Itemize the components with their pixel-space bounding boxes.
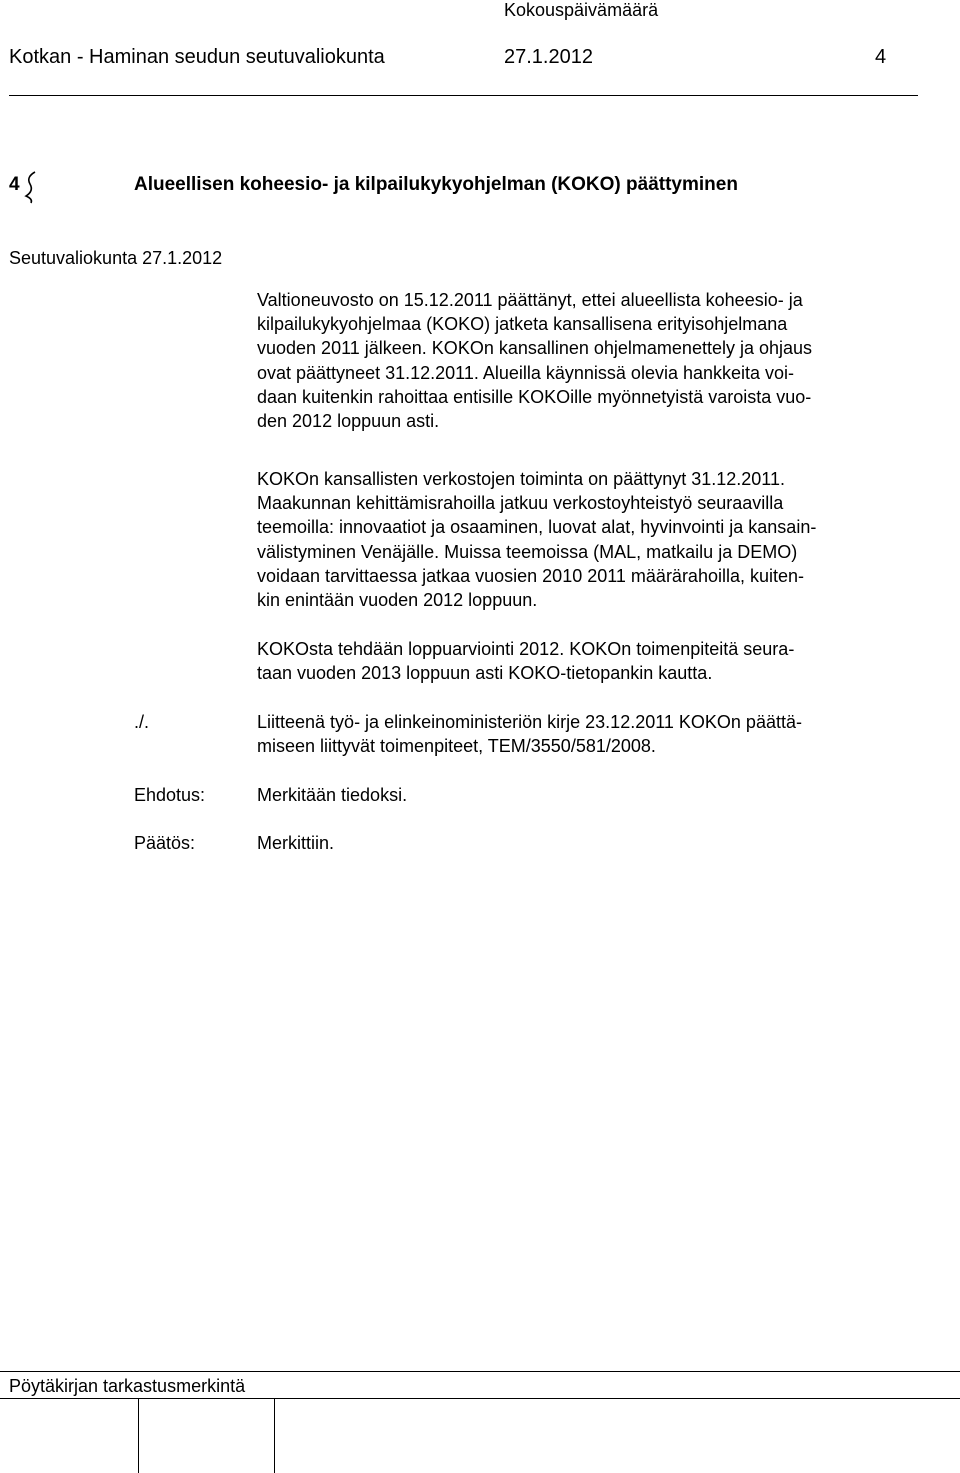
paragraph-line: KOKOsta tehdään loppuarviointi 2012. KOKOn toimenpiteitä seura- <box>257 639 795 659</box>
paragraph-3 <box>257 637 919 685</box>
header-divider <box>9 95 918 96</box>
proposal-label: Ehdotus: <box>134 785 206 805</box>
paragraph-line: välistyminen Venäjälle. Muissa teemoissa (MAL, matkailu ja DEMO) <box>257 541 798 562</box>
attachment-marker: ./. <box>134 712 150 732</box>
paragraph-2 <box>257 467 919 612</box>
decision-text: Merkittiin. <box>257 833 335 853</box>
paragraph-line: vuoden 2011 jälkeen. KOKOn kansallinen ohjelmamenettely ja ohjaus <box>257 338 813 359</box>
footer-top-rule <box>0 1371 960 1372</box>
footer-label: Pöytäkirjan tarkastusmerkintä <box>9 1376 246 1396</box>
paragraph-line: voidaan tarvittaessa jatkaa vuosien 2010 2011 määrärahoilla, kuiten- <box>257 565 805 586</box>
paragraph-line: taan vuoden 2013 loppuun asti KOKO-tietopankin kautta. <box>257 663 713 684</box>
signature-box-divider <box>138 1398 139 1473</box>
page-number: 4 <box>875 46 887 68</box>
paragraph-line: KOKOn kansallisten verkostojen toiminta on päättynyt 31.12.2011. <box>257 469 785 489</box>
section-mark-icon <box>24 170 37 204</box>
signature-box-divider <box>274 1398 275 1473</box>
paragraph-line: Maakunnan kehittämisrahoilla jatkuu verkostoyhteistyö seuraavilla <box>257 493 784 514</box>
attachment-line: miseen liittyvät toimenpiteet, TEM/3550/581/2008. <box>257 736 656 757</box>
meeting-date-label: Kokouspäivämäärä <box>504 0 659 20</box>
paragraph-line: den 2012 loppuun asti. <box>257 411 440 432</box>
paragraph-line: kilpailukykyohjelmaa (KOKO) jatketa kansallisena erityisohjelmana <box>257 314 788 335</box>
paragraph-line: Valtioneuvosto on 15.12.2011 päättänyt, ettei alueellista koheesio- ja <box>257 290 803 310</box>
paragraph-1 <box>257 288 919 433</box>
section-number: 4 <box>9 174 20 195</box>
paragraph-line: ovat päättyneet 31.12.2011. Alueilla käynnissä olevia hankkeita voi- <box>257 362 795 383</box>
section-title: Alueellisen koheesio- ja kilpailukykyohjelman (KOKO) päättyminen <box>134 174 738 195</box>
proposal-text: Merkitään tiedoksi. <box>257 785 408 805</box>
attachment-text <box>257 710 919 758</box>
paragraph-line: daan kuitenkin rahoittaa entisille KOKOille myönnetyistä varoista vuo- <box>257 386 812 407</box>
organization-name: Kotkan - Haminan seudun seutuvaliokunta <box>9 46 385 68</box>
footer-bottom-rule <box>0 1398 960 1399</box>
decision-label: Päätös: <box>134 833 196 853</box>
meeting-date: 27.1.2012 <box>504 46 593 68</box>
attachment-line: Liitteenä työ- ja elinkeinoministeriön kirje 23.12.2011 KOKOn päättä- <box>257 712 802 732</box>
meeting-reference: Seutuvaliokunta 27.1.2012 <box>9 248 223 268</box>
paragraph-line: teemoilla: innovaatiot ja osaaminen, luovat alat, hyvinvointi ja kansain- <box>257 517 817 538</box>
paragraph-line: kin enintään vuoden 2012 loppuun. <box>257 590 538 611</box>
